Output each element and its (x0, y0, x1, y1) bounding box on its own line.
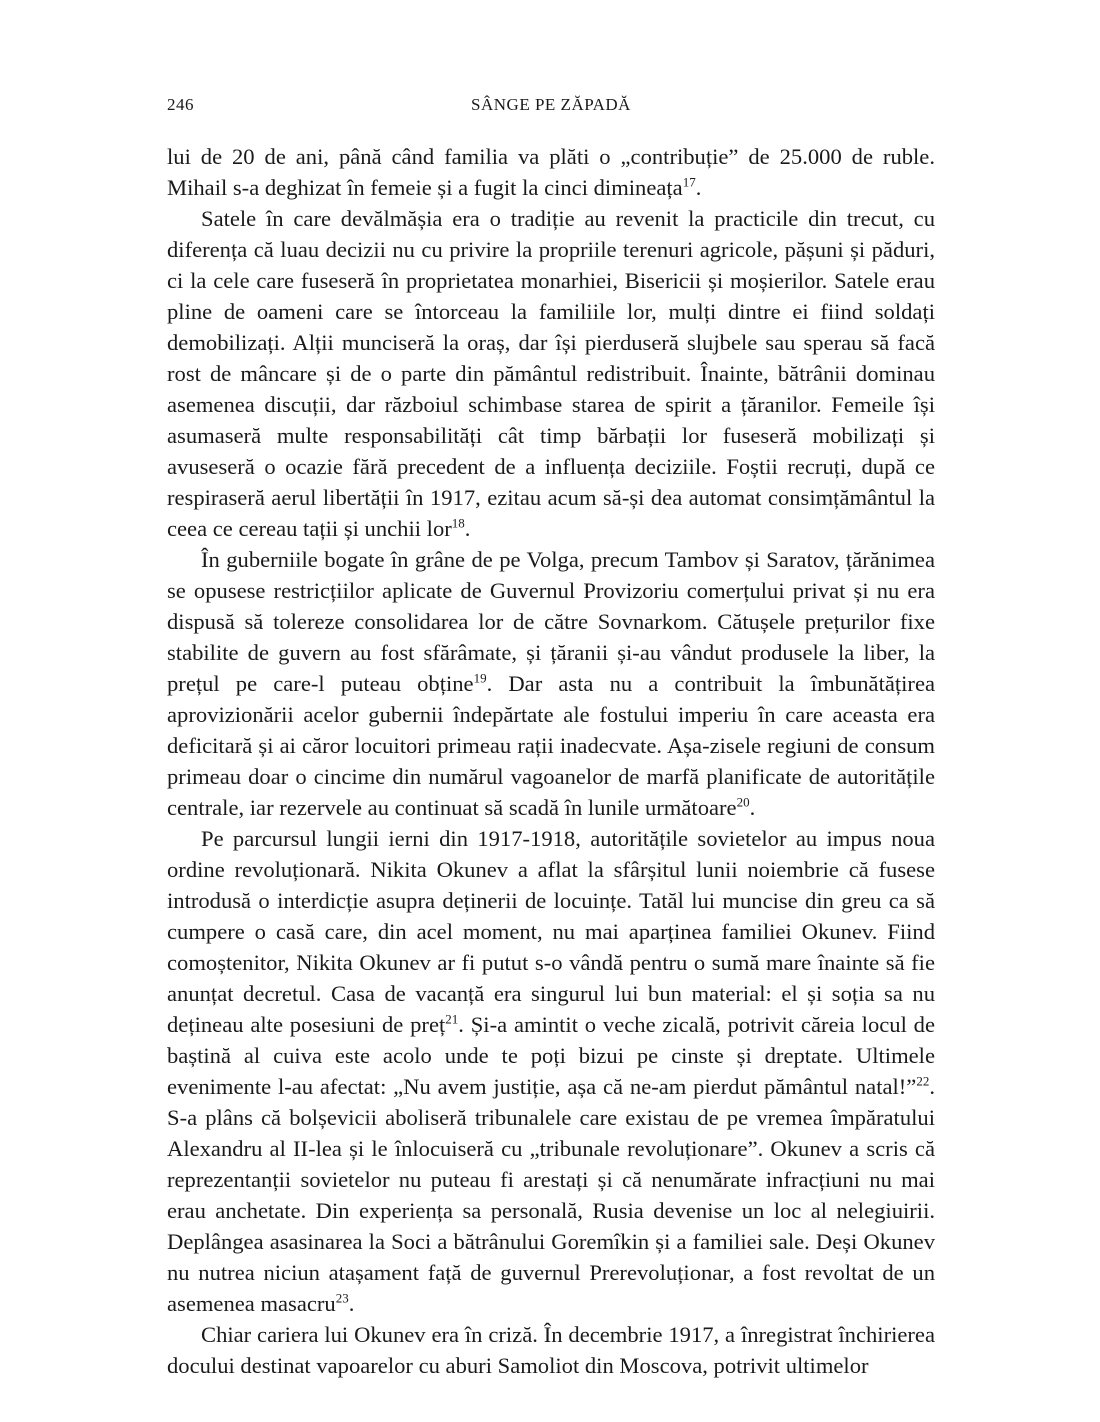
book-page (167, 95, 935, 1381)
paragraph-text: . S-a plâns că bolșevicii aboliseră tribunalele care existau de pe vremea împăratului Alexandru al II-lea și le înlocuiseră cu „tribunale revoluționare”. Okunev a scris că reprezentanții sovietelor nu puteau fi arestați și că nenumărate infracțiuni nu mai erau anchetate. Din experiența sa personală, Rusia devenise un loc al nelegiuirii. Deplângea asasinarea la Soci a bătrânului Goremîkin și a familiei sale. Deși Okunev nu nutrea niciun atașament față de guvernul Prerevoluționar, a fost revoltat de un asemenea masacru (167, 1074, 935, 1316)
page-number: 246 (167, 95, 194, 114)
footnote-marker: 18 (451, 515, 465, 531)
paragraph-text: Satele în care devălmășia era o tradiție au revenit la practicile din trecut, cu diferența că luau decizii nu cu privire la propriile terenuri agricole, pășuni și păduri, ci la cele care fuseseră în proprietatea monarhiei, Bisericii și moșierilor. Satele erau pline de oameni care se întorceau la familiile lor, mulți dintre ei fiind soldați demobilizați. Alții munciseră la oraș, dar își pierduseră slujbele sau sperau să facă rost de mâncare și de o parte din pământul redistribuit. Înainte, bătrânii dominau asemenea discuții, dar războiul schimbase starea de spirit a țăranilor. Femeile își asumaseră multe responsabilități cât timp bărbații lor fuseseră mobilizați și avuseseră o ocazie fără precedent de a influența deciziile. Foștii recruți, după ce respiraseră aerul libertății în 1917, ezitau acum să-și dea automat consimțământul la ceea ce cereau tații și unchii lor (167, 206, 935, 541)
paragraph-text: . (695, 175, 702, 200)
paragraph-text: . Dar asta nu a contribuit la îmbunătățirea aprovizionării acelor gubernii îndepărtate ale fostului imperiu în care aceasta era deficitară și ai căror locuitori primeau rații inadecvate. Așa-zisele regiuni de consum primeau doar o cincime din numărul vagoanelor de marfă planificate de autoritățile centrale, iar rezervele au continuat să scadă în lunile următoare (167, 671, 936, 820)
paragraph-text: În guberniile bogate în grâne de pe Volga, precum Tambov și Saratov, țărănimea se opusese restricțiilor aplicate de Guvernul Provizoriu comerțului privat și nu era dispusă să tolereze consolidarea lor de către Sovnarkom. Cătușele prețurilor fixe stabilite de guvern au fost sfărâmate, și țăranii și-au vândut produsele la liber, la prețul pe care-l puteau obține (167, 547, 935, 696)
paragraph (167, 141, 935, 203)
paragraph (167, 1319, 935, 1381)
paragraph (167, 823, 935, 1319)
footnote-marker: 20 (736, 794, 750, 810)
paragraph-text: . (464, 516, 471, 541)
paragraph-text: Chiar cariera lui Okunev era în criză. În decembrie 1917, a înregistrat închirierea docului destinat vapoarelor cu aburi Samoliot din Moscova, potrivit ultimelor (167, 1322, 935, 1378)
body-text (167, 141, 935, 1381)
paragraph (167, 544, 935, 823)
book-title: SÂNGE PE ZĂPADĂ (471, 95, 631, 114)
footnote-marker: 17 (682, 174, 696, 190)
paragraph-text: . Și-a amintit o veche zicală, potrivit căreia locul de baștină al cuiva este acolo unde te poți bizui pe cinste și dreptate. Ultimele evenimente l-au afectat: „Nu avem justiție, așa că ne-am pierdut pământul natal!” (167, 1012, 935, 1099)
paragraph (167, 203, 935, 544)
footnote-marker: 22 (916, 1073, 930, 1089)
paragraph-text: . (749, 795, 756, 820)
paragraph-text: . (348, 1291, 355, 1316)
footnote-marker: 19 (473, 670, 487, 686)
paragraph-text: lui de 20 de ani, până când familia va plăti o „contribuție” de 25.000 de ruble. Mihail s-a deghizat în femeie și a fugit la cinci dimineața (167, 144, 935, 200)
running-header (167, 95, 935, 121)
footnote-marker: 23 (335, 1290, 349, 1306)
paragraph-text: Pe parcursul lungii ierni din 1917-1918, autoritățile sovietelor au impus noua ordine revoluționară. Nikita Okunev a aflat la sfârșitul lunii noiembrie că fusese introdusă o interdicție asupra deținerii de locuințe. Tatăl lui muncise din greu ca să cumpere o casă care, din acel moment, nu mai aparținea familiei Okunev. Fiind comoștenitor, Nikita Okunev ar fi putut s-o vândă pentru o sumă mare înainte să fie anunțat decretul. Casa de vacanță era singurul lui bun material: el și soția sa nu dețineau alte posesiuni de preț (167, 826, 935, 1037)
footnote-marker: 21 (445, 1011, 459, 1027)
